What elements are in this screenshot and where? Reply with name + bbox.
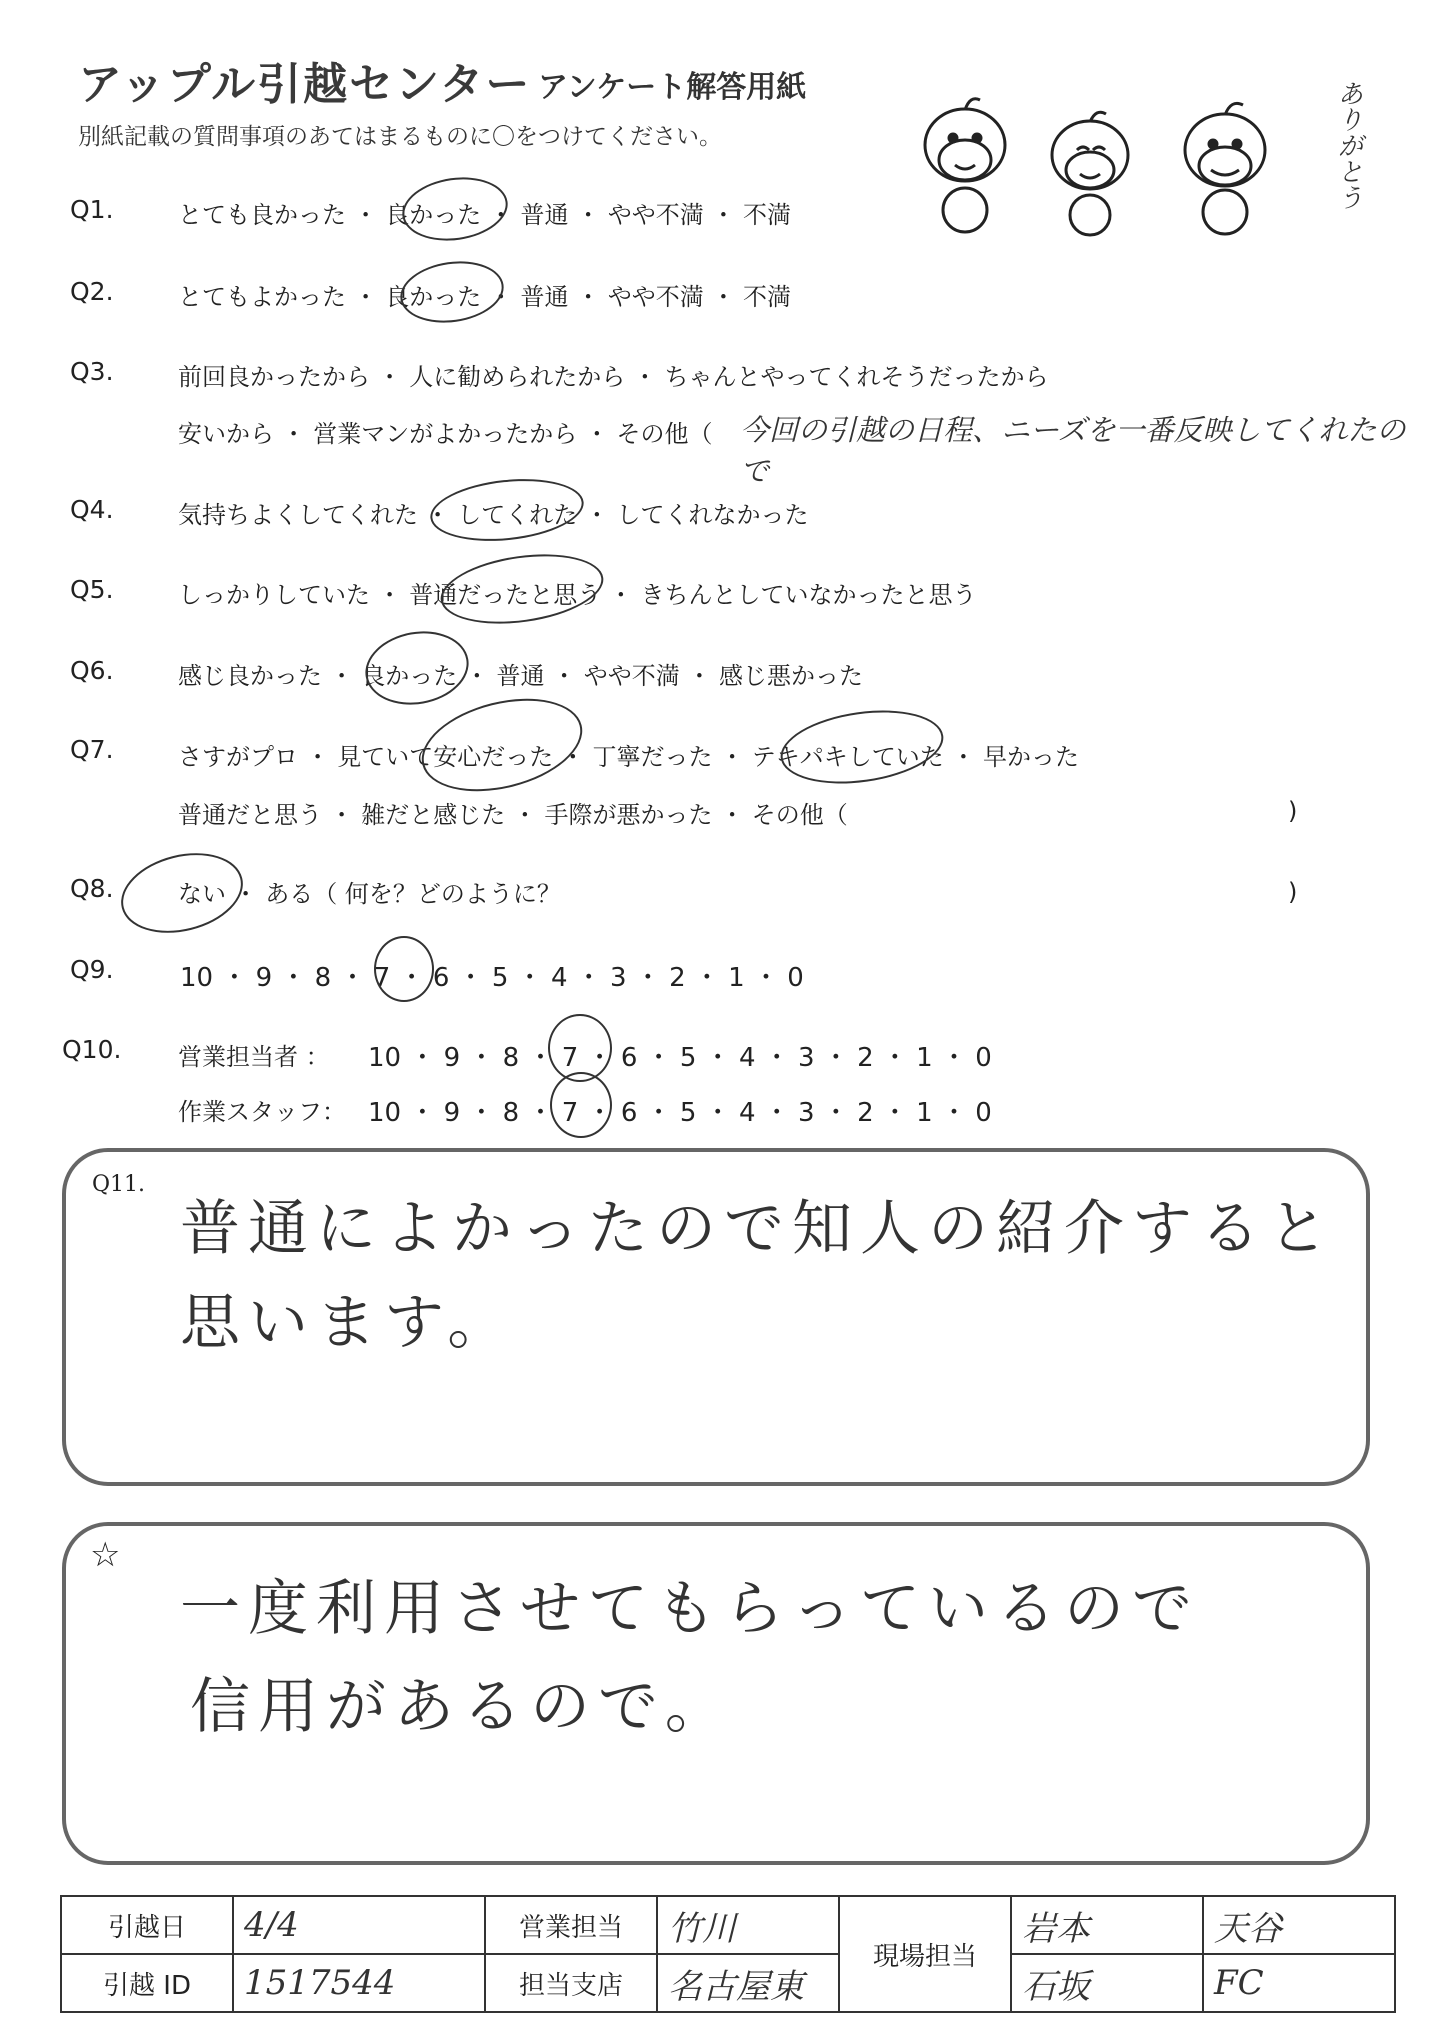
- q3-options-line2: 安いから ・ 営業マンがよかったから ・ その他（: [178, 420, 713, 448]
- q9-scale: 10 ・ 9 ・ 8 ・ 7 ・ 6 ・ 5 ・ 4 ・ 3 ・ 2 ・ 1 ・ 0: [180, 963, 804, 993]
- q10-staff-label: 作業スタッフ：: [178, 1098, 346, 1126]
- q2-selection-circle: [396, 255, 507, 329]
- site-staff-3: 石坂: [1011, 1954, 1203, 2012]
- site-label: 現場担当: [839, 1896, 1011, 2012]
- site-staff-4: FC: [1203, 1954, 1395, 2012]
- q3-other-answer: 今回の引越の日程、ニーズを一番反映してくれたので: [740, 413, 1406, 488]
- q1-selection-circle: [398, 171, 512, 247]
- q5-selection-circle: [436, 545, 608, 633]
- q8-close-paren: ): [1288, 878, 1298, 906]
- q3-options-line1: 前回良かったから ・ 人に勧められたから ・ ちゃんとやってくれそうだったから: [178, 363, 1049, 391]
- q8-options: ない ・ ある（ 何を？どのように？: [178, 880, 561, 908]
- q6-label: Q6.: [70, 656, 114, 685]
- footer-info-table: [60, 1895, 1396, 2013]
- q11-answer-line1: 普通によかったので知人の紹介すると: [180, 1194, 1336, 1264]
- sales-value: 竹川: [657, 1896, 839, 1954]
- move-id-label: 引越 ID: [61, 1954, 233, 2012]
- thanks-text: ありがとう: [1333, 80, 1363, 210]
- q10-staff-selection-circle: [550, 1072, 612, 1138]
- q6-selection-circle: [360, 624, 475, 713]
- q6-options: 感じ良かった ・ 良かった ・ 普通 ・ やや不満 ・ 感じ悪かった: [178, 662, 864, 690]
- q2-label: Q2.: [70, 277, 114, 306]
- q5-label: Q5.: [70, 575, 114, 604]
- move-date-label: 引越日: [61, 1896, 233, 1954]
- q10-sales-scale: 10 ・ 9 ・ 8 ・ 7 ・ 6 ・ 5 ・ 4 ・ 3 ・ 2 ・ 1 ・ 0: [368, 1043, 992, 1073]
- q9-selection-circle: [374, 936, 434, 1002]
- site-staff-2: 天谷: [1203, 1896, 1395, 1954]
- move-id-value: 1517544: [233, 1954, 485, 2012]
- comment-line1: 一度利用させてもらっているので: [180, 1574, 1200, 1644]
- q2-options: とてもよかった ・ 良かった ・ 普通 ・ やや不満 ・ 不満: [178, 283, 792, 311]
- q3-label: Q3.: [70, 357, 114, 386]
- q7-selection-circle-1: [412, 683, 592, 806]
- q11-label: Q11.: [92, 1172, 146, 1197]
- star-icon: ☆: [90, 1535, 121, 1575]
- company-title: アップル引越センター: [78, 59, 532, 110]
- q7-close-paren: ): [1288, 797, 1298, 825]
- q10-sales-label: 営業担当者 ：: [178, 1043, 330, 1071]
- move-date-value: 4/4: [233, 1896, 485, 1954]
- q1-options: とても良かった ・ 良かった ・ 普通 ・ やや不満 ・ 不満: [178, 201, 792, 229]
- q7-selection-circle-2: [776, 701, 948, 793]
- monkey-mascots-illustration: [905, 60, 1355, 240]
- form-title: アンケート解答用紙: [538, 70, 807, 105]
- q1-label: Q1.: [70, 195, 114, 224]
- q11-answer-line2: 思います。: [180, 1288, 516, 1358]
- q10-label: Q10.: [62, 1035, 122, 1064]
- q7-label: Q7.: [70, 735, 114, 764]
- branch-value: 名古屋東: [657, 1954, 839, 2012]
- sales-label: 営業担当: [485, 1896, 657, 1954]
- q4-label: Q4.: [70, 495, 114, 524]
- q9-label: Q9.: [70, 955, 114, 984]
- q5-options: しっかりしていた ・ 普通だったと思う ・ きちんとしていなかったと思う: [178, 581, 977, 609]
- q8-label: Q8.: [70, 874, 114, 903]
- q7-options-line2: 普通だと思う ・ 雑だと感じた ・ 手際が悪かった ・ その他（: [178, 801, 848, 829]
- q8-selection-circle: [113, 841, 252, 945]
- branch-label: 担当支店: [485, 1954, 657, 2012]
- site-staff-1: 岩本: [1011, 1896, 1203, 1954]
- q4-selection-circle: [427, 472, 586, 548]
- q4-options: 気持ちよくしてくれた ・ してくれた ・ してくれなかった: [178, 501, 809, 529]
- instruction-text: 別紙記載の質問事項のあてはまるものに〇をつけてください。: [78, 124, 722, 150]
- q10-staff-scale: 10 ・ 9 ・ 8 ・ 7 ・ 6 ・ 5 ・ 4 ・ 3 ・ 2 ・ 1 ・ 0: [368, 1098, 992, 1128]
- comment-line2: 信用があるので。: [190, 1672, 733, 1742]
- q7-options-line1: さすがプロ ・ 見ていて安心だった ・ 丁寧だった ・ テキパキしていた ・ 早かった: [178, 743, 1080, 771]
